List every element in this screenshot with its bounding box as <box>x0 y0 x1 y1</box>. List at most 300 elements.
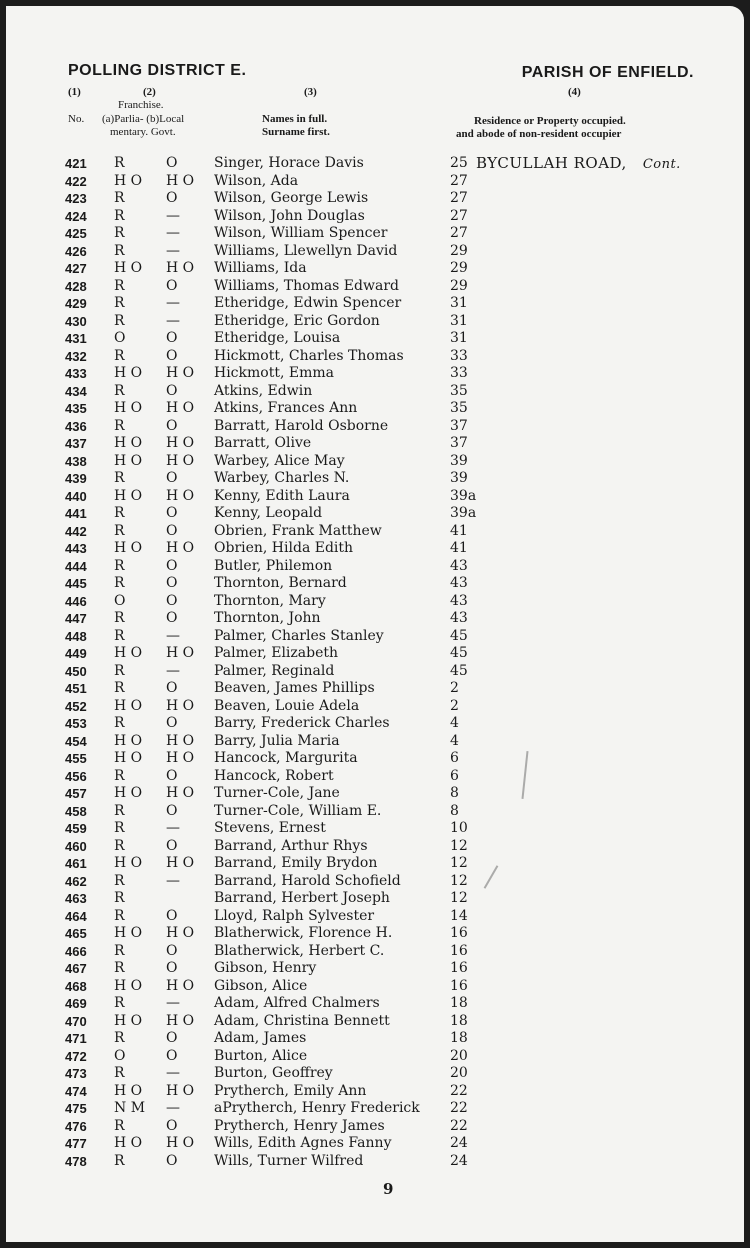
elector-number: 430 <box>65 313 87 329</box>
elector-row <box>6 558 744 576</box>
elector-number: 461 <box>65 856 87 871</box>
local-govt-franchise: H O <box>166 365 195 381</box>
house-number: 22 <box>450 1117 468 1134</box>
register-page <box>6 6 744 1242</box>
elector-name: Adam, Christina Bennett <box>214 1012 390 1029</box>
parliamentary-franchise: R <box>114 295 125 311</box>
house-number: 41 <box>450 522 468 539</box>
elector-row <box>6 925 744 943</box>
elector-number: 472 <box>65 1048 87 1064</box>
elector-number: 429 <box>65 296 87 311</box>
elector-name: Thornton, John <box>214 610 321 626</box>
franchise-sub-heading: (a)Parlia- (b)Local <box>102 113 185 125</box>
elector-number: 424 <box>65 208 87 224</box>
elector-name: Thornton, Bernard <box>214 575 347 591</box>
elector-name: Hancock, Robert <box>214 767 334 784</box>
elector-row <box>6 1083 744 1101</box>
elector-row <box>6 978 744 996</box>
elector-number: 465 <box>65 926 87 941</box>
elector-name: Stevens, Ernest <box>214 820 326 836</box>
local-govt-franchise: O <box>166 557 178 574</box>
elector-row <box>6 960 744 978</box>
local-govt-franchise: H O <box>166 1012 195 1029</box>
elector-name: Barry, Frederick Charles <box>214 715 390 731</box>
parliamentary-franchise: O <box>114 330 126 346</box>
parliamentary-franchise: H O <box>114 540 143 556</box>
elector-row <box>6 715 744 733</box>
street-continued: Cont. <box>642 157 681 172</box>
elector-name: Burton, Alice <box>214 1047 308 1064</box>
parliamentary-franchise: R <box>114 575 125 591</box>
elector-name: Wilson, Ada <box>214 172 299 189</box>
parliamentary-franchise: R <box>114 417 125 434</box>
elector-name: Atkins, Frances Ann <box>214 400 358 416</box>
elector-row <box>6 453 744 471</box>
elector-number: 452 <box>65 698 87 714</box>
house-number: 43 <box>450 610 468 626</box>
elector-name: Beaven, James Phillips <box>214 680 375 696</box>
elector-number: 445 <box>65 576 87 591</box>
local-govt-franchise: H O <box>166 697 195 714</box>
local-govt-franchise: H O <box>166 452 195 469</box>
elector-number: 464 <box>65 908 87 924</box>
elector-number: 439 <box>65 471 87 486</box>
elector-row <box>6 593 744 611</box>
local-govt-franchise: O <box>166 575 178 591</box>
house-number: 27 <box>450 207 468 224</box>
elector-name: Blatherwick, Herbert C. <box>214 942 385 959</box>
elector-row <box>6 400 744 418</box>
elector-name: Atkins, Edwin <box>214 382 313 399</box>
elector-name: aPrytherch, Henry Frederick <box>214 1100 420 1116</box>
elector-number: 434 <box>65 383 87 399</box>
elector-name: Williams, Ida <box>214 260 307 276</box>
elector-number: 428 <box>65 278 87 294</box>
parliamentary-franchise: H O <box>114 732 143 749</box>
elector-number: 425 <box>65 226 87 241</box>
elector-number: 422 <box>65 173 87 189</box>
elector-row <box>6 295 744 313</box>
local-govt-franchise: O <box>166 1030 178 1046</box>
house-number: 10 <box>450 820 468 836</box>
elector-row <box>6 995 744 1013</box>
local-govt-franchise: — <box>166 662 180 679</box>
house-number: 37 <box>450 435 468 451</box>
elector-row <box>6 243 744 261</box>
elector-name: Hickmott, Charles Thomas <box>214 347 404 364</box>
elector-name: Burton, Geoffrey <box>214 1065 333 1081</box>
house-number: 6 <box>450 767 459 784</box>
elector-row <box>6 1048 744 1066</box>
local-govt-franchise: O <box>166 715 178 731</box>
elector-number: 442 <box>65 523 87 539</box>
residence-subheading: and abode of non-resident occupier <box>456 128 622 140</box>
local-govt-franchise: O <box>166 1117 178 1134</box>
elector-row <box>6 785 744 803</box>
parliamentary-franchise: R <box>114 522 125 539</box>
house-number: 27 <box>450 190 468 206</box>
elector-name: Barrand, Emily Brydon <box>214 855 378 871</box>
elector-name: Turner-Cole, William E. <box>214 802 382 819</box>
elector-number: 447 <box>65 611 87 626</box>
parliamentary-franchise: H O <box>114 260 143 276</box>
elector-number: 432 <box>65 348 87 364</box>
house-number: 43 <box>450 592 468 609</box>
house-number: 20 <box>450 1065 468 1081</box>
local-govt-franchise: — <box>166 207 180 224</box>
parliamentary-franchise: H O <box>114 925 143 941</box>
elector-name: Gibson, Alice <box>214 977 308 994</box>
local-govt-franchise: H O <box>166 750 195 766</box>
elector-row <box>6 750 744 768</box>
elector-name: Barrand, Herbert Joseph <box>214 890 390 906</box>
elector-name: Hickmott, Emma <box>214 365 334 381</box>
parliamentary-franchise: R <box>114 277 125 294</box>
elector-number: 478 <box>65 1153 87 1169</box>
elector-row <box>6 838 744 856</box>
elector-number: 436 <box>65 418 87 434</box>
elector-row <box>6 733 744 751</box>
elector-number: 453 <box>65 716 87 731</box>
elector-number: 435 <box>65 401 87 416</box>
elector-name: Gibson, Henry <box>214 960 317 976</box>
parliamentary-franchise: H O <box>114 977 143 994</box>
parliamentary-franchise: H O <box>114 1082 143 1099</box>
parliamentary-franchise: H O <box>114 645 143 661</box>
local-govt-franchise: O <box>166 470 178 486</box>
parliamentary-franchise: R <box>114 960 125 976</box>
parliamentary-franchise: R <box>114 1152 125 1169</box>
house-number: 41 <box>450 540 468 556</box>
house-number: 22 <box>450 1100 468 1116</box>
house-number: 12 <box>450 837 468 854</box>
residence-heading: Residence or Property occupied. <box>474 115 626 127</box>
col2-number: (2) <box>143 86 156 98</box>
house-number: 22 <box>450 1082 468 1099</box>
elector-row <box>6 820 744 838</box>
house-number: 27 <box>450 172 468 189</box>
local-govt-franchise: — <box>166 242 180 259</box>
elector-number: 477 <box>65 1136 87 1151</box>
polling-district-title: POLLING DISTRICT E. <box>68 62 247 79</box>
local-govt-franchise: — <box>166 995 180 1011</box>
parliamentary-franchise: H O <box>114 487 143 504</box>
local-govt-franchise: H O <box>166 435 195 451</box>
parliamentary-franchise: R <box>114 802 125 819</box>
elector-number: 476 <box>65 1118 87 1134</box>
elector-row <box>6 190 744 208</box>
col4-number: (4) <box>568 86 581 98</box>
house-number: 27 <box>450 225 468 241</box>
elector-name: Barry, Julia Maria <box>214 732 340 749</box>
parliamentary-franchise: R <box>114 1065 125 1081</box>
parish-title: PARISH OF ENFIELD. <box>521 64 694 81</box>
elector-name: Turner-Cole, Jane <box>214 785 340 801</box>
elector-number: 466 <box>65 943 87 959</box>
parliamentary-franchise: R <box>114 1117 125 1134</box>
franchise-sub-heading-2: mentary. Govt. <box>110 126 176 138</box>
elector-row <box>6 330 744 348</box>
parliamentary-franchise: R <box>114 837 125 854</box>
parliamentary-franchise: H O <box>114 697 143 714</box>
elector-row <box>6 628 744 646</box>
elector-row <box>6 348 744 366</box>
elector-number: 455 <box>65 751 87 766</box>
house-number: 29 <box>450 260 468 276</box>
house-number: 35 <box>450 382 468 399</box>
elector-row <box>6 523 744 541</box>
house-number: 45 <box>450 645 468 661</box>
elector-name: Etheridge, Edwin Spencer <box>214 295 402 311</box>
elector-name: Wilson, William Spencer <box>214 225 388 241</box>
elector-name: Prytherch, Emily Ann <box>214 1082 367 1099</box>
local-govt-franchise: O <box>166 382 178 399</box>
elector-row <box>6 173 744 191</box>
local-govt-franchise: H O <box>166 977 195 994</box>
parliamentary-franchise: H O <box>114 365 143 381</box>
elector-number: 421 <box>65 156 87 171</box>
house-number: 16 <box>450 977 468 994</box>
local-govt-franchise: — <box>166 1065 180 1081</box>
parliamentary-franchise: R <box>114 347 125 364</box>
house-number: 39 <box>450 470 468 486</box>
local-govt-franchise: — <box>166 872 180 889</box>
house-number: 12 <box>450 872 468 889</box>
parliamentary-franchise: H O <box>114 172 143 189</box>
house-number: 24 <box>450 1152 468 1169</box>
elector-row <box>6 418 744 436</box>
elector-row <box>6 768 744 786</box>
elector-number: 475 <box>65 1101 87 1116</box>
house-number: 12 <box>450 890 468 906</box>
elector-name: Obrien, Frank Matthew <box>214 522 382 539</box>
parliamentary-franchise: R <box>114 610 125 626</box>
elector-row <box>6 803 744 821</box>
house-number: 39 <box>450 452 468 469</box>
local-govt-franchise: O <box>166 1047 178 1064</box>
local-govt-franchise: O <box>166 610 178 626</box>
elector-number: 433 <box>65 366 87 381</box>
house-number: 4 <box>450 715 459 731</box>
elector-row <box>6 260 744 278</box>
elector-number: 468 <box>65 978 87 994</box>
house-number: 31 <box>450 295 468 311</box>
house-number: 14 <box>450 907 468 924</box>
local-govt-franchise: O <box>166 802 178 819</box>
house-number: 16 <box>450 960 468 976</box>
elector-row <box>6 278 744 296</box>
local-govt-franchise: H O <box>166 855 195 871</box>
elector-number: 441 <box>65 506 87 521</box>
elector-name: Wills, Edith Agnes Fanny <box>214 1135 392 1151</box>
elector-name: Palmer, Charles Stanley <box>214 627 384 644</box>
elector-name: Adam, Alfred Chalmers <box>214 995 380 1011</box>
local-govt-franchise: H O <box>166 925 195 941</box>
house-number: 29 <box>450 277 468 294</box>
franchise-heading: Franchise. <box>118 99 164 111</box>
house-number: 45 <box>450 662 468 679</box>
house-number: 31 <box>450 312 468 329</box>
parliamentary-franchise: H O <box>114 452 143 469</box>
elector-name: Wilson, George Lewis <box>214 190 369 206</box>
elector-list <box>6 155 744 1170</box>
local-govt-franchise: — <box>166 312 180 329</box>
house-number: 35 <box>450 400 468 416</box>
local-govt-franchise: H O <box>166 645 195 661</box>
elector-number: 457 <box>65 786 87 801</box>
elector-name: Palmer, Reginald <box>214 662 335 679</box>
parliamentary-franchise: R <box>114 470 125 486</box>
elector-number: 444 <box>65 558 87 574</box>
elector-row <box>6 890 744 908</box>
local-govt-franchise: H O <box>166 400 195 416</box>
elector-number: 459 <box>65 821 87 836</box>
elector-number: 473 <box>65 1066 87 1081</box>
elector-name: Etheridge, Louisa <box>214 330 341 346</box>
parliamentary-franchise: O <box>114 1047 126 1064</box>
parliamentary-franchise: R <box>114 225 125 241</box>
elector-name: Beaven, Louie Adela <box>214 697 360 714</box>
local-govt-franchise: O <box>166 680 178 696</box>
local-govt-franchise: O <box>166 505 178 521</box>
elector-name: Singer, Horace Davis <box>214 155 364 171</box>
parliamentary-franchise: R <box>114 942 125 959</box>
elector-number: 426 <box>65 243 87 259</box>
local-govt-franchise: O <box>166 522 178 539</box>
elector-number: 437 <box>65 436 87 451</box>
parliamentary-franchise: H O <box>114 855 143 871</box>
parliamentary-franchise: R <box>114 382 125 399</box>
parliamentary-franchise: R <box>114 767 125 784</box>
local-govt-franchise: O <box>166 907 178 924</box>
elector-number: 470 <box>65 1013 87 1029</box>
elector-row <box>6 470 744 488</box>
elector-row <box>6 225 744 243</box>
elector-row <box>6 680 744 698</box>
house-number: 45 <box>450 627 468 644</box>
elector-name: Barratt, Olive <box>214 435 312 451</box>
elector-name: Obrien, Hilda Edith <box>214 540 354 556</box>
elector-number: 454 <box>65 733 87 749</box>
names-subheading: Surname first. <box>262 126 330 138</box>
elector-number: 427 <box>65 261 87 276</box>
elector-row <box>6 1065 744 1083</box>
elector-name: Kenny, Leopald <box>214 505 323 521</box>
elector-row <box>6 645 744 663</box>
local-govt-franchise: — <box>166 225 180 241</box>
elector-row <box>6 1135 744 1153</box>
local-govt-franchise: H O <box>166 1135 195 1151</box>
elector-name: Palmer, Elizabeth <box>214 645 339 661</box>
local-govt-franchise: O <box>166 592 178 609</box>
elector-number: 449 <box>65 646 87 661</box>
elector-number: 471 <box>65 1031 87 1046</box>
col3-number: (3) <box>304 86 317 98</box>
house-number: 31 <box>450 330 468 346</box>
elector-row <box>6 1013 744 1031</box>
elector-number: 438 <box>65 453 87 469</box>
elector-row <box>6 575 744 593</box>
elector-number: 456 <box>65 768 87 784</box>
elector-name: Hancock, Margurita <box>214 750 358 766</box>
elector-row <box>6 540 744 558</box>
local-govt-franchise: O <box>166 417 178 434</box>
elector-row <box>6 1100 744 1118</box>
elector-row <box>6 208 744 226</box>
house-number: 2 <box>450 680 459 696</box>
parliamentary-franchise: R <box>114 190 125 206</box>
local-govt-franchise: — <box>166 820 180 836</box>
parliamentary-franchise: R <box>114 155 125 171</box>
elector-number: 443 <box>65 541 87 556</box>
local-govt-franchise: O <box>166 277 178 294</box>
elector-row <box>6 365 744 383</box>
local-govt-franchise: O <box>166 347 178 364</box>
house-number: 29 <box>450 242 468 259</box>
names-heading: Names in full. <box>262 113 328 125</box>
local-govt-franchise: H O <box>166 732 195 749</box>
local-govt-franchise: — <box>166 1100 180 1116</box>
elector-number: 448 <box>65 628 87 644</box>
elector-row <box>6 505 744 523</box>
local-govt-franchise: H O <box>166 785 195 801</box>
parliamentary-franchise: R <box>114 627 125 644</box>
elector-number: 462 <box>65 873 87 889</box>
parliamentary-franchise: H O <box>114 750 143 766</box>
house-number: 12 <box>450 855 468 871</box>
elector-number: 463 <box>65 891 87 906</box>
house-number: 16 <box>450 925 468 941</box>
house-number: 25 <box>450 155 468 171</box>
local-govt-franchise: H O <box>166 260 195 276</box>
parliamentary-franchise: O <box>114 592 126 609</box>
elector-number: 451 <box>65 681 87 696</box>
house-number: 37 <box>450 417 468 434</box>
elector-number: 467 <box>65 961 87 976</box>
local-govt-franchise: O <box>166 767 178 784</box>
elector-name: Adam, James <box>214 1030 307 1046</box>
elector-name: Barrand, Harold Schofield <box>214 872 401 889</box>
house-number: 2 <box>450 697 459 714</box>
elector-row <box>6 1030 744 1048</box>
house-number: 43 <box>450 557 468 574</box>
parliamentary-franchise: R <box>114 820 125 836</box>
house-number: 39a <box>450 487 477 504</box>
local-govt-franchise: O <box>166 1152 178 1169</box>
local-govt-franchise: O <box>166 837 178 854</box>
parliamentary-franchise: R <box>114 890 125 906</box>
parliamentary-franchise: R <box>114 715 125 731</box>
local-govt-franchise: O <box>166 155 178 171</box>
elector-name: Blatherwick, Florence H. <box>214 925 393 941</box>
parliamentary-franchise: N M <box>114 1100 146 1116</box>
elector-number: 450 <box>65 663 87 679</box>
elector-number: 431 <box>65 331 87 346</box>
elector-row <box>6 313 744 331</box>
parliamentary-franchise: R <box>114 1030 125 1046</box>
elector-row <box>6 155 744 173</box>
house-number: 33 <box>450 365 468 381</box>
elector-row <box>6 855 744 873</box>
elector-name: Williams, Thomas Edward <box>214 277 399 294</box>
elector-row <box>6 908 744 926</box>
elector-row <box>6 488 744 506</box>
house-number: 33 <box>450 347 468 364</box>
local-govt-franchise: O <box>166 330 178 346</box>
elector-name: Thornton, Mary <box>214 592 326 609</box>
house-number: 18 <box>450 1030 468 1046</box>
elector-name: Lloyd, Ralph Sylvester <box>214 907 375 924</box>
